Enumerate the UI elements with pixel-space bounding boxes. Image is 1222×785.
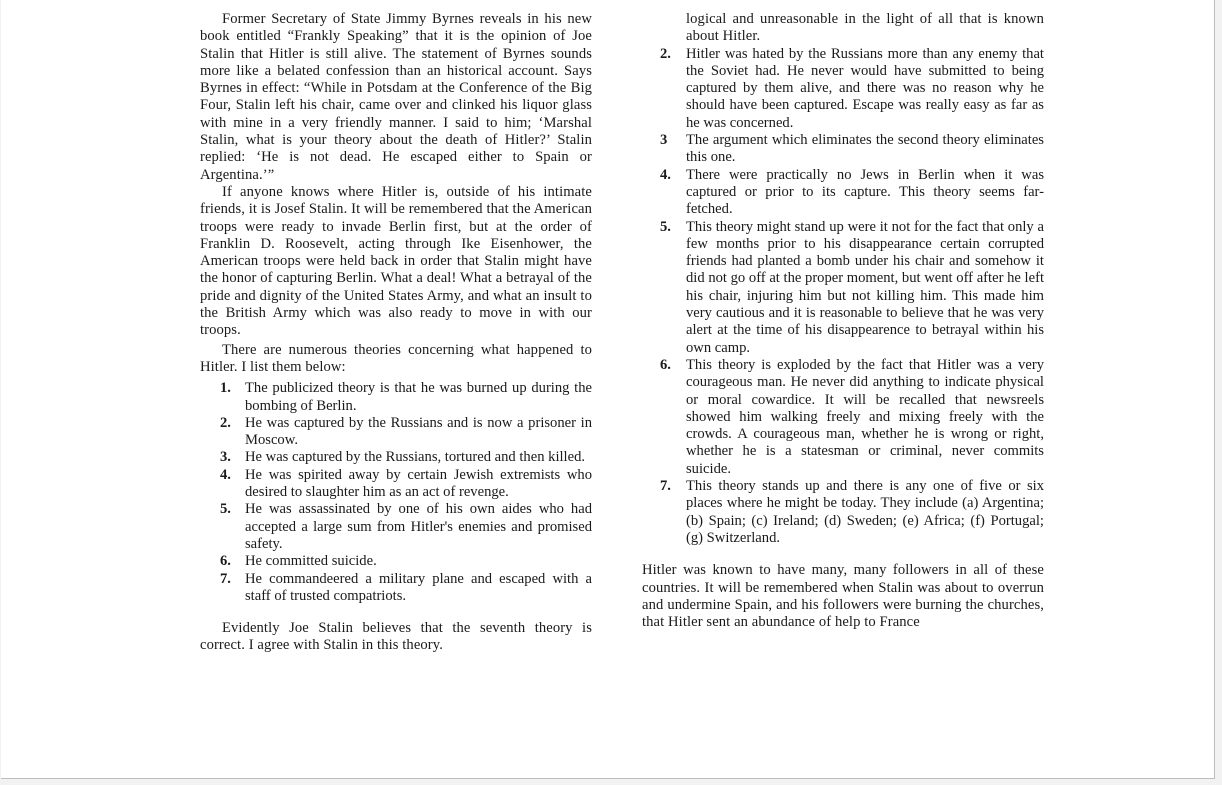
- list-item-number: 4.: [220, 466, 231, 483]
- list-item-number: 7.: [660, 478, 671, 495]
- list-item-number: 3: [660, 132, 668, 149]
- list-item-number: 7.: [220, 570, 231, 587]
- list-item: [642, 46, 1044, 132]
- document-page: [1, 0, 1215, 779]
- list-item: [200, 501, 592, 553]
- list-item: [200, 380, 592, 415]
- theories-list: [200, 380, 592, 605]
- list-item-text: He was spirited away by certain Jewish extremists who desired to slaughter him as an act of revenge.: [245, 466, 592, 501]
- paragraph-byrnes-statement: Former Secretary of State Jimmy Byrnes reveals in his new book entitled “Frankly Speaking” that it is the opinion of Joe Stalin that Hitler is still alive. The statement of Byrnes sounds more like a belated confession than an historical account. Says Byrnes in effect: “While in Potsdam at the Conference of the Big Four, Stalin left his chair, came over and clinked his liquor glass with mine in a very friendly manner. I said to him; ‘Marshal Stalin, what is your theory about the death of Hitler?’ Stalin replied: ‘He is not dead. He escaped either to Spain or Argentina.’”: [200, 11, 592, 183]
- carry-over-text: logical and unreasonable in the light of all that is known about Hitler.: [686, 11, 1044, 45]
- list-item-text: There were practically no Jews in Berlin when it was captured or prior to its capture. This theory seems far-fetched.: [686, 166, 1044, 218]
- list-item: [642, 219, 1044, 357]
- list-item: [200, 571, 592, 606]
- rebuttal-list: [642, 46, 1044, 548]
- list-item-text: He commandeered a military plane and escaped with a staff of trusted compatriots.: [245, 570, 592, 604]
- paragraph-hitler-followers: Hitler was known to have many, many followers in all of these countries. It will be remembered when Stalin was about to overrun and undermine Spain, and his followers were burning the churches, that Hitler sent an abundance of help to France: [642, 562, 1044, 631]
- list-item: [642, 132, 1044, 167]
- list-item: [642, 167, 1044, 219]
- list-item: [642, 357, 1044, 478]
- list-item-number: 6.: [660, 356, 671, 373]
- list-item-text: He was assassinated by one of his own aides who had accepted a large sum from Hitler's enemies and promised safety.: [245, 501, 592, 552]
- list-item-text: This theory is exploded by the fact that Hitler was a very courageous man. He never did anything to indicate physical or moral cowardice. It will be recalled that newsreels showed him walking freely and mixing freely with the crowds. A courageous man, whether he is wrong or right, whether he is a statesman or criminal, never commits suicide.: [686, 356, 1044, 477]
- list-item-text: Hitler was hated by the Russians more than any enemy that the Soviet had. He never would have submitted to being captured by them alive, and there was no reason why he should have been captured. Escape was really easy as far as he was concerned.: [686, 45, 1044, 131]
- list-item-number: 2.: [660, 45, 671, 62]
- list-item-text: He was captured by the Russians, tortured and then killed.: [245, 449, 586, 466]
- left-column: [200, 11, 592, 655]
- list-item-text: This theory might stand up were it not for the fact that only a few months prior to his disappearance certain corrupted friends had planted a bomb under his chair and somehow it did not go off at the proper moment, but went off after he left his chair, injuring him but not killing him. This made him very cautious and it is reasonable to believe that he was very alert at the time of his disappearence to betrayal within his own camp.: [686, 218, 1044, 356]
- list-item: [200, 449, 592, 466]
- list-item-number: 6.: [220, 553, 231, 570]
- list-item-text: He was captured by the Russians and is now a prisoner in Moscow.: [245, 414, 592, 449]
- right-column: [642, 11, 1044, 631]
- list-item-text: The publicized theory is that he was burned up during the bombing of Berlin.: [245, 380, 592, 414]
- list-item-number: 1.: [220, 380, 231, 397]
- list-item: [642, 478, 1044, 547]
- list-item-number: 5.: [220, 501, 231, 518]
- list-item-number: 2.: [220, 414, 231, 431]
- paragraph-stalin-believes: Evidently Joe Stalin believes that the seventh theory is correct. I agree with Stalin in this theory.: [200, 620, 592, 654]
- list-item-number: 4.: [660, 166, 671, 183]
- paragraph-stalin-knows: If anyone knows where Hitler is, outside of his intimate friends, it is Josef Stalin. It will be remembered that the American troops were ready to invade Berlin first, but at the order of Franklin D. Roosevelt, acting through Ike Eisenhower, the American troops were held back in order that Stalin might have the honor of capturing Berlin. What a deal! What a betrayal of the pride and dignity of the United States Army, and what an insult to the British Army which was also ready to move in with our troops.: [200, 183, 592, 339]
- list-item-number: 5.: [660, 218, 671, 235]
- list-item-text: This theory stands up and there is any one of five or six places where he might be today. They include (a) Argentina; (b) Spain; (c) Ireland; (d) Sweden; (e) Africa; (f) Portugal; (g) Switzerland.: [686, 478, 1044, 546]
- list-item: [200, 415, 592, 450]
- paragraph-theories-intro: There are numerous theories concerning what happened to Hitler. I list them below:: [200, 341, 592, 375]
- list-item-text: The argument which eliminates the second theory eliminates this one.: [686, 132, 1044, 166]
- list-item-text: He committed suicide.: [245, 553, 377, 570]
- list-item: [200, 553, 592, 570]
- list-item-number: 3.: [220, 449, 231, 466]
- list-item: [200, 467, 592, 502]
